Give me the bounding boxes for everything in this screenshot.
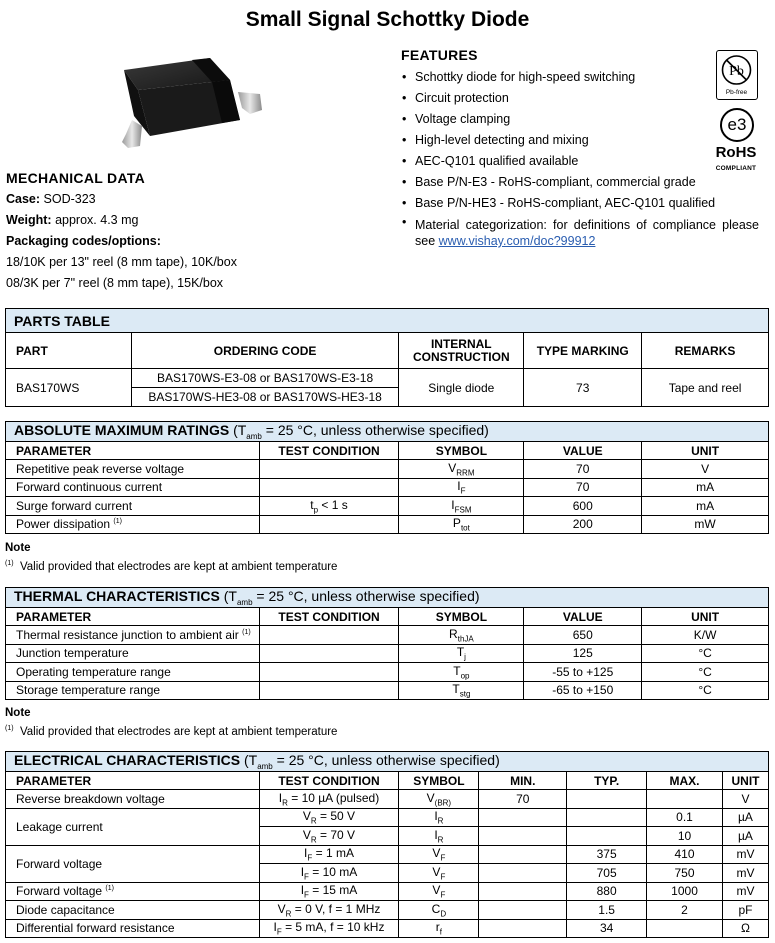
col-header: TYP. bbox=[567, 772, 647, 790]
value-cell: 600 bbox=[524, 497, 642, 516]
parts-table bbox=[5, 308, 769, 407]
weight-line bbox=[6, 210, 386, 231]
unit-cell: mW bbox=[642, 515, 769, 534]
symbol-cell: $T_{op}$ bbox=[399, 663, 524, 682]
pb-free-icon bbox=[716, 50, 758, 100]
features-section bbox=[401, 47, 761, 249]
feature-item: • Base P/N-E3 - RoHS-compliant, commercial grade bbox=[401, 172, 761, 193]
features-list bbox=[401, 67, 761, 249]
unit-cell: Ω bbox=[722, 919, 768, 938]
table-row bbox=[6, 460, 769, 479]
construction-cell: Single diode bbox=[399, 369, 524, 407]
col-header: PARAMETER bbox=[6, 772, 260, 790]
table-row bbox=[6, 626, 769, 645]
max-cell: 0.1 bbox=[647, 808, 723, 827]
col-header: TEST CONDITION bbox=[259, 442, 399, 460]
case-value: SOD-323 bbox=[43, 192, 96, 206]
unit-cell: µA bbox=[722, 827, 768, 846]
note-heading: Note bbox=[5, 707, 31, 719]
symbol-cell: $V_F$ bbox=[399, 864, 479, 883]
feature-item-material: • Material categorization: for definitions of compliance please see www.vishay.com/doc?99912 bbox=[401, 214, 759, 249]
col-header: SYMBOL bbox=[399, 608, 524, 626]
table-row bbox=[6, 808, 769, 827]
electrical-title-cell bbox=[6, 752, 769, 772]
test-condition-cell: $I_R = 10$ µA (pulsed) bbox=[259, 790, 399, 809]
electrical-title: ELECTRICAL CHARACTERISTICS bbox=[14, 752, 241, 769]
col-header: PARAMETER bbox=[6, 442, 260, 460]
abs-max-title: ABSOLUTE MAXIMUM RATINGS bbox=[14, 422, 230, 439]
typ-cell: 375 bbox=[567, 845, 647, 864]
min-cell bbox=[479, 901, 567, 920]
col-header: REMARKS bbox=[642, 333, 769, 369]
max-cell: 1000 bbox=[647, 882, 723, 901]
col-header: ORDERING CODE bbox=[131, 333, 398, 369]
max-cell bbox=[647, 790, 723, 809]
max-cell: 750 bbox=[647, 864, 723, 883]
packaging-label: Packaging codes/options: bbox=[6, 234, 161, 248]
feature-item: • Voltage clamping bbox=[401, 109, 761, 130]
ordering-code-cell: BAS170WS-HE3-08 or BAS170WS-HE3-18 bbox=[131, 388, 398, 407]
test-condition-cell: $I_F = 15$ mA bbox=[259, 882, 399, 901]
parts-table-title: PARTS TABLE bbox=[6, 309, 769, 333]
table-row bbox=[6, 497, 769, 516]
table-row bbox=[6, 901, 769, 920]
min-cell: 70 bbox=[479, 790, 567, 809]
col-header: MAX. bbox=[647, 772, 723, 790]
max-cell: 2 bbox=[647, 901, 723, 920]
test-condition-cell bbox=[259, 644, 399, 663]
document-title: Small Signal Schottky Diode bbox=[245, 8, 530, 31]
test-condition-cell: $I_F = 5$ mA, f = 10 kHz bbox=[259, 919, 399, 938]
min-cell bbox=[479, 864, 567, 883]
table-row bbox=[6, 790, 769, 809]
test-condition-cell: $t_p < 1$ s bbox=[259, 497, 399, 516]
table-row bbox=[6, 882, 769, 901]
typ-cell bbox=[567, 808, 647, 827]
thermal-characteristics-table bbox=[5, 587, 769, 700]
ordering-code-cell: BAS170WS-E3-08 or BAS170WS-E3-18 bbox=[131, 369, 398, 388]
thermal-condition: ($T_{amb} = 25$ °C, unless otherwise specified) bbox=[223, 588, 480, 607]
symbol-cell: $I_R$ bbox=[399, 808, 479, 827]
col-header: PARAMETER bbox=[6, 608, 260, 626]
parameter-cell: Surge forward current bbox=[6, 497, 260, 516]
feature-item: • Base P/N-HE3 - RoHS-compliant, AEC-Q101 qualified bbox=[401, 193, 761, 214]
absolute-max-ratings-table bbox=[5, 421, 769, 534]
symbol-cell: $r_f$ bbox=[399, 919, 479, 938]
value-cell: -55 to +125 bbox=[524, 663, 642, 682]
pb-free-text: Pb-free bbox=[725, 89, 748, 96]
typ-cell: 1.5 bbox=[567, 901, 647, 920]
test-condition-cell bbox=[259, 515, 399, 534]
min-cell bbox=[479, 845, 567, 864]
unit-cell: pF bbox=[722, 901, 768, 920]
max-cell bbox=[647, 919, 723, 938]
col-header: TYPE MARKING bbox=[524, 333, 642, 369]
col-header: PART bbox=[6, 333, 132, 369]
feature-item: • Schottky diode for high-speed switching bbox=[401, 67, 761, 88]
mechanical-data-heading: MECHANICAL DATA bbox=[6, 170, 146, 186]
features-heading: FEATURES bbox=[401, 47, 478, 63]
table-row bbox=[6, 478, 769, 497]
abs-max-title-cell bbox=[6, 422, 769, 442]
weight-value: approx. 4.3 mg bbox=[55, 213, 139, 227]
max-cell: 10 bbox=[647, 827, 723, 846]
test-condition-cell bbox=[259, 478, 399, 497]
table-row bbox=[6, 515, 769, 534]
unit-cell: °C bbox=[642, 663, 769, 682]
parameter-cell: Operating temperature range bbox=[6, 663, 260, 682]
col-header: UNIT bbox=[642, 442, 769, 460]
min-cell bbox=[479, 882, 567, 901]
parameter-cell: Diode capacitance bbox=[6, 901, 260, 920]
typ-cell bbox=[567, 790, 647, 809]
unit-cell: °C bbox=[642, 644, 769, 663]
electrical-characteristics-table bbox=[5, 751, 769, 938]
part-cell: BAS170WS bbox=[6, 369, 132, 407]
col-header: TEST CONDITION bbox=[259, 772, 399, 790]
rohs-compliant-icon bbox=[711, 145, 761, 177]
typ-cell: 705 bbox=[567, 864, 647, 883]
parameter-cell: Reverse breakdown voltage bbox=[6, 790, 260, 809]
unit-cell: V bbox=[722, 790, 768, 809]
symbol-cell: $V_{RRM}$ bbox=[399, 460, 524, 479]
unit-cell: °C bbox=[642, 681, 769, 700]
unit-cell: µA bbox=[722, 808, 768, 827]
rohs-compliant-text: COMPLIANT bbox=[715, 165, 757, 172]
col-header: VALUE bbox=[524, 608, 642, 626]
parameter-cell: Junction temperature bbox=[6, 644, 260, 663]
unit-cell: K/W bbox=[642, 626, 769, 645]
symbol-cell: $C_D$ bbox=[399, 901, 479, 920]
table-row bbox=[6, 681, 769, 700]
parameter-cell: Power dissipation $^{(1)}$ bbox=[6, 515, 260, 534]
pb-text: Pb bbox=[729, 64, 744, 79]
symbol-cell: $I_{FSM}$ bbox=[399, 497, 524, 516]
test-condition-cell bbox=[259, 460, 399, 479]
feature-item: • AEC-Q101 qualified available bbox=[401, 151, 761, 172]
unit-cell: V bbox=[642, 460, 769, 479]
value-cell: 125 bbox=[524, 644, 642, 663]
test-condition-cell: $I_F = 1$ mA bbox=[259, 845, 399, 864]
packaging-option-1: 18/10K per 13" reel (8 mm tape), 10K/box bbox=[6, 255, 237, 269]
note-heading: Note bbox=[5, 542, 31, 554]
test-condition-cell bbox=[259, 626, 399, 645]
abs-max-note: Note $^{(1)}$ Valid provided that electrodes are kept at ambient temperature bbox=[5, 542, 338, 573]
packaging-option-2: 08/3K per 7" reel (8 mm tape), 15K/box bbox=[6, 276, 224, 290]
unit-cell: mA bbox=[642, 497, 769, 516]
unit-cell: mV bbox=[722, 864, 768, 883]
parameter-cell: Leakage current bbox=[6, 808, 260, 845]
case-label: Case: bbox=[6, 192, 41, 206]
test-condition-cell bbox=[259, 663, 399, 682]
max-cell: 410 bbox=[647, 845, 723, 864]
feature-item: • High-level detecting and mixing bbox=[401, 130, 761, 151]
case-line bbox=[6, 189, 386, 210]
min-cell bbox=[479, 919, 567, 938]
symbol-cell: $I_R$ bbox=[399, 827, 479, 846]
value-cell: 70 bbox=[524, 478, 642, 497]
weight-label: Weight: bbox=[6, 213, 52, 227]
col-header: SYMBOL bbox=[399, 442, 524, 460]
test-condition-cell: $I_F = 10$ mA bbox=[259, 864, 399, 883]
rohs-text: RoHS bbox=[715, 144, 757, 161]
parameter-cell: Repetitive peak reverse voltage bbox=[6, 460, 260, 479]
value-cell: 200 bbox=[524, 515, 642, 534]
feature-item: • Circuit protection bbox=[401, 88, 761, 109]
test-condition-cell: $V_R = 70$ V bbox=[259, 827, 399, 846]
symbol-cell: $V_{(BR)}$ bbox=[399, 790, 479, 809]
symbol-cell: $V_F$ bbox=[399, 845, 479, 864]
typ-cell: 34 bbox=[567, 919, 647, 938]
col-header: SYMBOL bbox=[399, 772, 479, 790]
typ-cell bbox=[567, 827, 647, 846]
symbol-cell: $I_F$ bbox=[399, 478, 524, 497]
table-row bbox=[6, 663, 769, 682]
col-header: UNIT bbox=[642, 608, 769, 626]
symbol-cell: $T_{stg}$ bbox=[399, 681, 524, 700]
note-text: Valid provided that electrodes are kept at ambient temperature bbox=[19, 725, 338, 738]
unit-cell: mA bbox=[642, 478, 769, 497]
thermal-title: THERMAL CHARACTERISTICS bbox=[14, 588, 220, 605]
symbol-cell: $P_{tot}$ bbox=[399, 515, 524, 534]
test-condition-cell: $V_R = 50$ V bbox=[259, 808, 399, 827]
parameter-cell: Forward continuous current bbox=[6, 478, 260, 497]
value-cell: -65 to +150 bbox=[524, 681, 642, 700]
col-header: TEST CONDITION bbox=[259, 608, 399, 626]
min-cell bbox=[479, 827, 567, 846]
min-cell bbox=[479, 808, 567, 827]
mechanical-data-section bbox=[6, 168, 386, 294]
thermal-title-cell bbox=[6, 588, 769, 608]
typ-cell: 880 bbox=[567, 882, 647, 901]
table-row bbox=[6, 845, 769, 864]
symbol-cell: $V_F$ bbox=[399, 882, 479, 901]
test-condition-cell: $V_R = 0$ V, f = 1 MHz bbox=[259, 901, 399, 920]
symbol-cell: $R_{thJA}$ bbox=[399, 626, 524, 645]
parameter-cell: Storage temperature range bbox=[6, 681, 260, 700]
symbol-cell: $T_j$ bbox=[399, 644, 524, 663]
abs-max-condition: ($T_{amb} = 25$ °C, unless otherwise specified) bbox=[233, 422, 489, 441]
sod323-package-image bbox=[110, 50, 280, 160]
marking-cell: 73 bbox=[524, 369, 642, 407]
table-row bbox=[6, 644, 769, 663]
parameter-cell: Forward voltage bbox=[6, 845, 260, 882]
col-header: UNIT bbox=[722, 772, 768, 790]
remarks-cell: Tape and reel bbox=[642, 369, 769, 407]
table-row bbox=[6, 919, 769, 938]
compliance-link[interactable]: www.vishay.com/doc?99912 bbox=[438, 234, 596, 248]
e3-icon: e3 bbox=[720, 108, 754, 142]
value-cell: 650 bbox=[524, 626, 642, 645]
parameter-cell: Forward voltage $^{(1)}$ bbox=[6, 882, 260, 901]
col-header: MIN. bbox=[479, 772, 567, 790]
parameter-cell: Thermal resistance junction to ambient air $^{(1)}$ bbox=[6, 626, 260, 645]
test-condition-cell bbox=[259, 681, 399, 700]
note-text: Valid provided that electrodes are kept at ambient temperature bbox=[19, 560, 338, 573]
thermal-note: Note $^{(1)}$ Valid provided that electrodes are kept at ambient temperature bbox=[5, 707, 338, 738]
unit-cell: mV bbox=[722, 845, 768, 864]
electrical-condition: ($T_{amb} = 25$ °C, unless otherwise specified) bbox=[243, 752, 500, 771]
value-cell: 70 bbox=[524, 460, 642, 479]
unit-cell: mV bbox=[722, 882, 768, 901]
col-header: VALUE bbox=[524, 442, 642, 460]
parameter-cell: Differential forward resistance bbox=[6, 919, 260, 938]
col-header: INTERNAL CONSTRUCTION bbox=[399, 333, 524, 369]
